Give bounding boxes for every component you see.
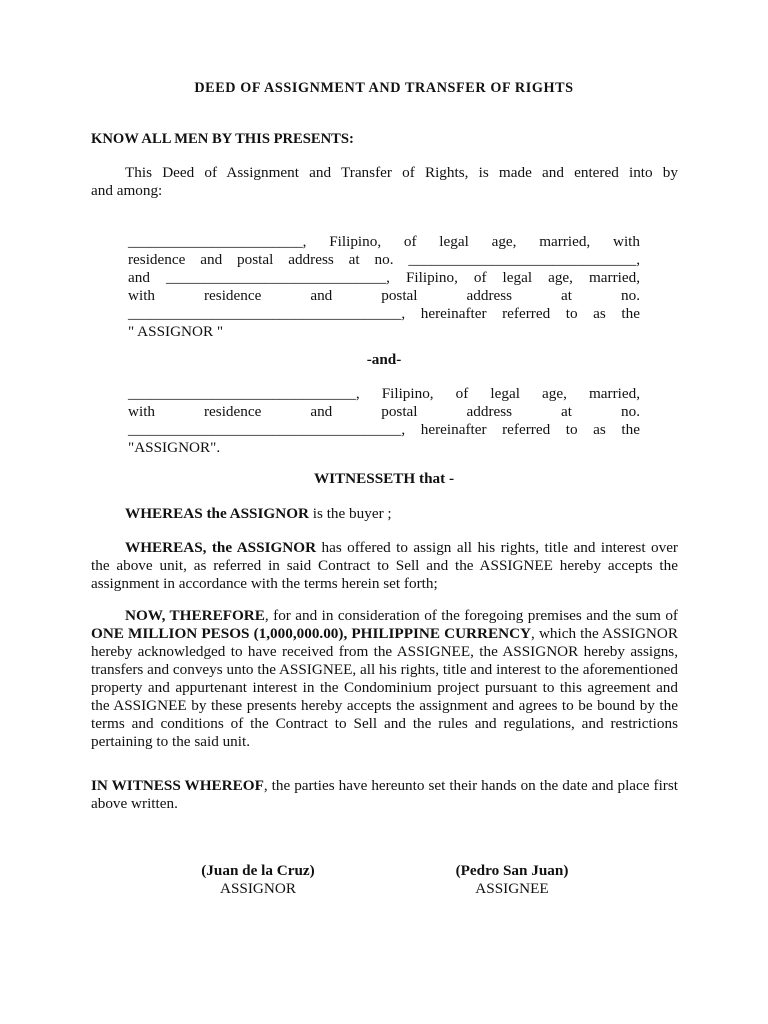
whereas-text: is the buyer ; (308, 505, 392, 522)
whereas-bold: WHEREAS the ASSIGNOR (125, 505, 309, 522)
now-therefore-paragraph (91, 607, 678, 751)
now-therefore-bold: NOW, THEREFORE (125, 607, 265, 624)
signatory-assignee (432, 862, 592, 898)
party-line: with residence and postal address at no. (128, 403, 640, 420)
intro-line: This Deed of Assignment and Transfer of Rights, is made and entered into by (125, 164, 678, 181)
party-line: " ASSIGNOR " (128, 323, 224, 340)
signatory-assignor (178, 862, 338, 898)
in-witness-paragraph (91, 777, 678, 813)
party-line: _______________________, Filipino, of legal age, married, with (128, 233, 640, 250)
party-one-block (128, 233, 640, 341)
signatory-name: (Juan de la Cruz) (201, 862, 315, 879)
whereas-paragraph-1 (91, 505, 678, 523)
party-line: "ASSIGNOR". (128, 439, 221, 456)
signatory-name: (Pedro San Juan) (455, 862, 569, 879)
witnesseth-heading (0, 470, 768, 488)
in-witness-text: , the parties have hereunto set their hands on the date and place first above written. (91, 777, 678, 812)
intro-line: and among: (91, 182, 163, 199)
party-line: ____________________________________, hereinafter referred to as the (128, 305, 640, 322)
party-two-block (128, 385, 640, 457)
salutation: KNOW ALL MEN BY THIS PRESENTS: (91, 131, 354, 147)
in-witness-bold: IN WITNESS WHEREOF (91, 777, 264, 794)
intro-paragraph (91, 164, 678, 200)
whereas-bold: WHEREAS, the ASSIGNOR (125, 539, 317, 556)
witnesseth-text: WITNESSETH that - (313, 470, 455, 487)
and-separator: -and- (366, 351, 402, 368)
party-line: residence and postal address at no. ______________________________, (128, 251, 640, 268)
whereas-text: has offered to assign all his rights, title and interest over the above unit, as referred in said Contract to Sell and the ASSIGNEE hereby accepts the assignment in accordance with the terms herein set forth; (91, 539, 678, 592)
whereas-paragraph-2 (91, 539, 678, 593)
party-line: ______________________________, Filipino, of legal age, married, (128, 385, 640, 402)
document-title: DEED OF ASSIGNMENT AND TRANSFER OF RIGHTS (194, 80, 574, 96)
signatory-role: ASSIGNEE (475, 880, 549, 897)
now-therefore-text: , for and in consideration of the foregoing premises and the sum of (264, 607, 678, 624)
party-line: ____________________________________, hereinafter referred to as the (128, 421, 640, 438)
party-line: and _____________________________, Filipino, of legal age, married, (128, 269, 640, 286)
party-line: with residence and postal address at no. (128, 287, 640, 304)
now-therefore-text: , which the ASSIGNOR hereby acknowledged to have received from the ASSIGNEE, the ASSIGNOR hereby assigns, transfers and conveys unto the ASSIGNEE, all his rights, title and interest to the aforementioned property and appurtenant interest in the Condominium project pursuant to this agreement and the ASSIGNEE by these presents hereby accepts the assignment and agrees to be bound by the terms and conditions of the Contract to Sell and the rules and regulations, and restrictions pertaining to the said unit. (91, 625, 678, 750)
amount-bold: ONE MILLION PESOS (1,000,000.00), PHILIPPINE CURRENCY (91, 625, 532, 642)
signatory-role: ASSIGNOR (220, 880, 296, 897)
